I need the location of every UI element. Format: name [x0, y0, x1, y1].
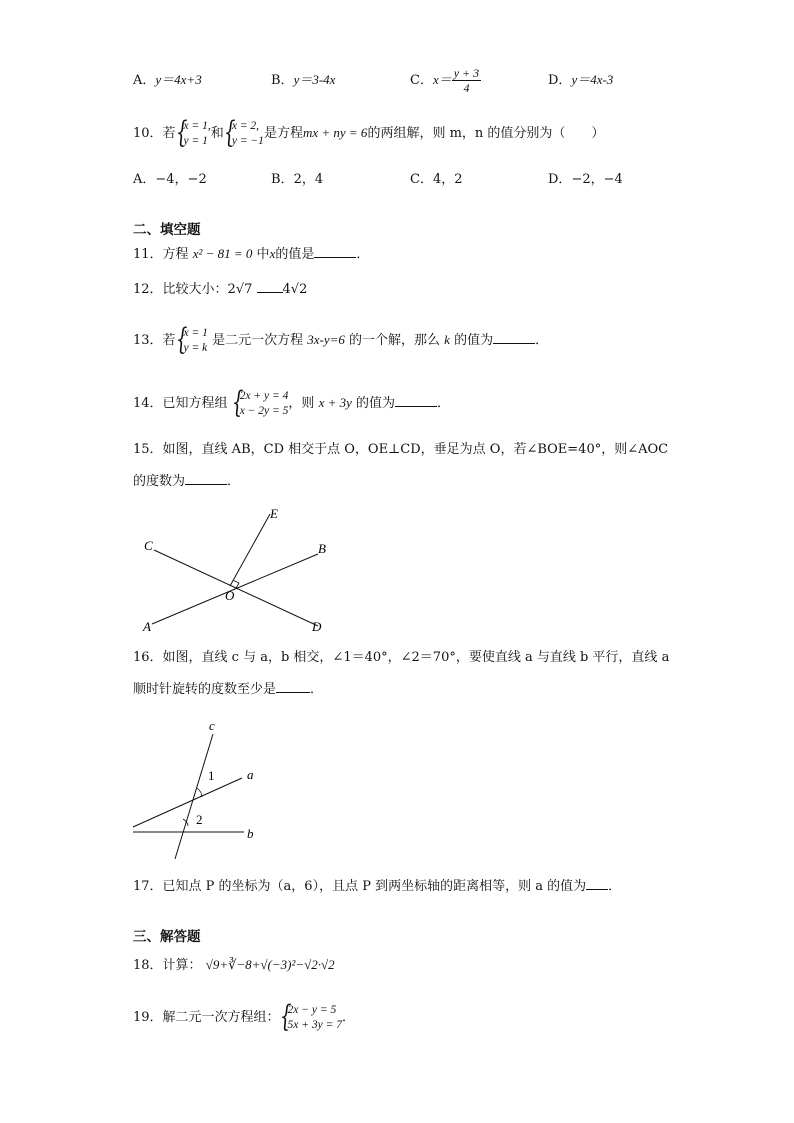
question-16-line-2 — [133, 680, 323, 700]
question-text: 的一个解，那么 — [349, 333, 441, 348]
question-prefix: 12．比较大小： — [133, 282, 228, 297]
equation-system: { x = 1 y = k — [175, 321, 208, 357]
question-15-line-2 — [133, 472, 240, 492]
q10-option-c — [410, 170, 463, 190]
punctuation: ． — [535, 333, 549, 348]
label-e: E — [270, 506, 278, 521]
option-label: A． — [133, 73, 156, 88]
punctuation: ． — [310, 682, 324, 697]
equation: 3x-y=6 — [307, 332, 345, 347]
question-prefix: 13．若 — [133, 333, 176, 348]
line-ab — [152, 554, 318, 624]
system-row: y = 1 — [183, 134, 208, 147]
question-text: ，则 — [288, 396, 315, 411]
option-text: −2，−4 — [571, 172, 623, 187]
answer-blank[interactable] — [395, 394, 437, 407]
option-fraction — [452, 66, 481, 95]
line-a — [133, 778, 242, 827]
system-row: x = 1 — [183, 326, 208, 339]
answer-blank[interactable] — [586, 877, 608, 890]
answer-blank[interactable] — [314, 245, 356, 258]
question-text: 的值为 — [454, 333, 494, 348]
option-text: y＝3-4x — [293, 72, 336, 87]
question-text: 的值是 — [275, 247, 315, 262]
question-11 — [133, 244, 369, 265]
angle-1-arc — [197, 788, 202, 797]
system-row: 5x + 3y = 7 — [287, 1018, 343, 1031]
label-b: b — [247, 826, 254, 841]
answer-blank[interactable] — [185, 472, 227, 485]
option-label: B． — [271, 73, 294, 88]
fraction-numerator: y + 3 — [453, 66, 480, 80]
q9-option-d — [548, 70, 613, 91]
label-a: a — [247, 767, 254, 782]
question-12 — [133, 280, 307, 300]
punctuation: ． — [608, 879, 622, 894]
question-prefix: 19．解二元一次方程组： — [133, 1010, 280, 1025]
question-18 — [133, 955, 335, 976]
expression: x + 3y — [318, 395, 352, 410]
question-text: 17．已知点 P 的坐标为（a，6），且点 P 到两坐标轴的距离相等，则 a 的值为 — [133, 879, 587, 894]
line-c — [175, 734, 213, 859]
expression: √9+∛−8+√(−3)²−√2·√2 — [205, 957, 335, 972]
option-label: B． — [271, 172, 294, 187]
question-text: 中 — [256, 247, 270, 262]
system-row: y = k — [183, 341, 208, 354]
q9-option-c — [410, 64, 481, 97]
question-text: 的两组解，则 m，n 的值分别为（ ） — [367, 126, 605, 141]
option-lhs: x＝ — [432, 72, 452, 87]
system-row: 2x − y = 5 — [287, 1003, 337, 1016]
option-text: y＝4x-3 — [571, 72, 614, 87]
q10-option-a — [133, 170, 207, 190]
punctuation: ． — [227, 474, 241, 489]
system-row: x = 2, — [231, 119, 260, 132]
option-text: y＝4x+3 — [155, 72, 202, 87]
option-text: −4，−2 — [155, 172, 207, 187]
question-16-line-1: 16．如图，直线 c 与 a，b 相交，∠1＝40°，∠2＝70°，要使直线 a 与直线 b 平行，直线 a — [133, 650, 670, 665]
system-row: x = 1, — [183, 119, 211, 132]
label-angle-1: 1 — [208, 768, 215, 783]
question-prefix: 18．计算： — [133, 958, 202, 973]
equation-system-1: { x = 1, y = 1 — [175, 114, 211, 150]
answer-blank[interactable] — [493, 331, 535, 344]
label-d: D — [312, 619, 322, 634]
question-prefix: 11．方程 — [133, 247, 189, 262]
answer-blank[interactable] — [276, 680, 310, 693]
figure-intersecting-lines — [130, 500, 340, 640]
answer-blank[interactable] — [257, 280, 283, 293]
punctuation: ． — [356, 247, 370, 262]
punctuation: ． — [437, 396, 451, 411]
punctuation: ． — [342, 1010, 356, 1025]
label-c: C — [144, 538, 153, 553]
label-angle-2: 2 — [196, 812, 203, 827]
question-13 — [133, 323, 548, 358]
question-10 — [133, 116, 604, 151]
variable: k — [444, 332, 450, 347]
label-c: c — [209, 718, 215, 733]
option-label: D． — [548, 73, 572, 88]
section-title-solutions: 三、解答题 — [133, 929, 201, 945]
system-row: 2x + y = 4 — [239, 389, 289, 402]
expression-left: 2√7 — [227, 282, 253, 297]
question-text: 是方程 — [263, 126, 303, 141]
question-17 — [133, 877, 621, 897]
system-row: x − 2y = 5 — [239, 404, 289, 417]
q10-option-b — [271, 170, 323, 190]
question-14 — [133, 385, 450, 422]
option-text: 4，2 — [432, 172, 463, 187]
question-prefix: 10．若 — [133, 126, 176, 141]
question-text: 的值为 — [356, 396, 396, 411]
option-label: C． — [410, 172, 433, 187]
section-title-fill-in: 二、填空题 — [133, 222, 201, 238]
equation-system: { 2x + y = 4 x − 2y = 5 — [231, 384, 289, 420]
label-b: B — [318, 541, 326, 556]
option-label: A． — [133, 172, 156, 187]
system-row: y = −1 — [231, 134, 264, 147]
question-prefix: 14．已知方程组 — [133, 396, 228, 411]
question-15-line-1: 15．如图，直线 AB，CD 相交于点 O，OE⊥CD，垂足为点 O，若∠BOE=40°，则∠AOC — [133, 442, 669, 457]
question-text: 的度数为 — [133, 474, 186, 489]
question-text: 是二元一次方程 — [212, 333, 304, 348]
label-o: O — [225, 588, 235, 603]
expression-right: 4√2 — [282, 282, 308, 297]
fraction-denominator: 4 — [463, 81, 470, 95]
variable: x — [269, 246, 276, 261]
connector-text: 和 — [210, 126, 224, 141]
label-a: A — [143, 619, 151, 634]
option-label: D． — [548, 172, 572, 187]
option-label: C． — [410, 73, 433, 88]
equation-system-2: { x = 2, y = −1 — [223, 114, 264, 150]
question-text: 顺时针旋转的度数至少是 — [133, 682, 277, 697]
ray-oe — [230, 514, 270, 586]
question-19 — [133, 1000, 355, 1036]
q9-option-b — [271, 70, 335, 91]
figure-transversal — [130, 718, 280, 863]
option-text: 2，4 — [293, 172, 324, 187]
q9-option-a — [133, 70, 202, 91]
q10-option-d — [548, 170, 623, 190]
equation: x² − 81 = 0 — [192, 246, 253, 261]
equation: mx + ny = 6 — [302, 125, 368, 140]
equation-system: { 2x − y = 5 5x + 3y = 7 — [279, 998, 343, 1034]
